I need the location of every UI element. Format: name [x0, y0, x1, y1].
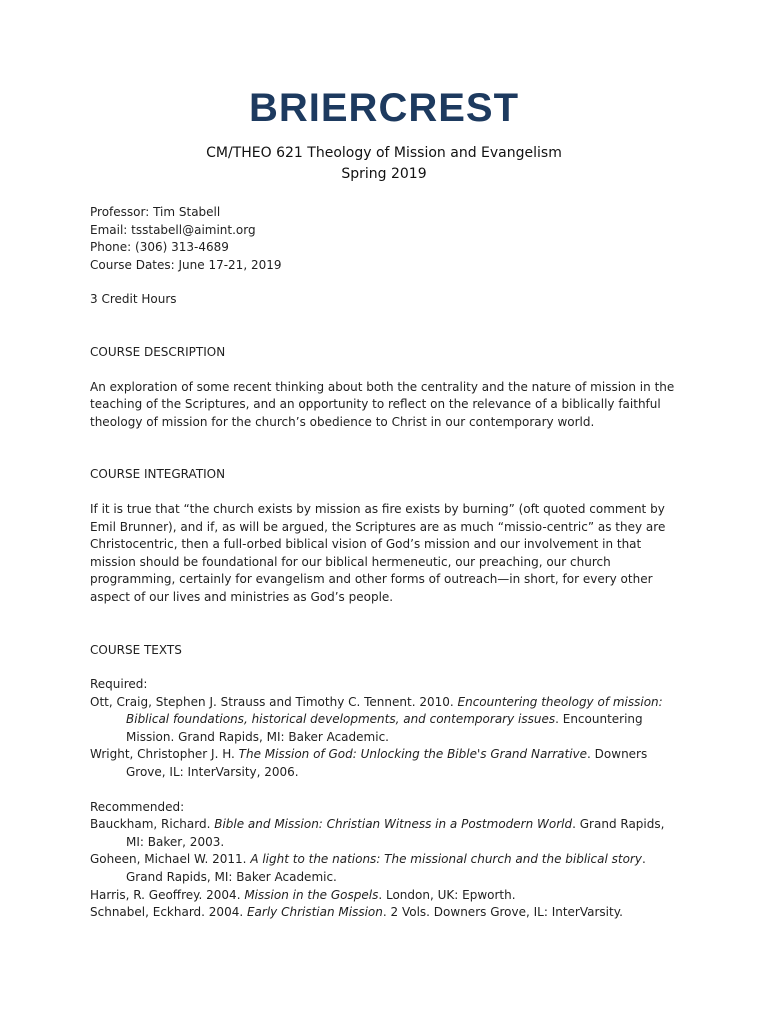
required-reference: Wright, Christopher J. H. The Mission of God: Unlocking the Bible's Grand Narrative. Downers Grove, IL: InterVarsity, 2006.: [90, 747, 648, 780]
course-dates-line: Course Dates: June 17-21, 2019: [90, 257, 282, 272]
recommended-reference: Schnabel, Eckhard. 2004. Early Christian Mission. 2 Vols. Downers Grove, IL: InterVarsity.: [90, 905, 623, 920]
course-term: Spring 2019: [341, 166, 427, 182]
course-description-heading: COURSE DESCRIPTION: [90, 344, 226, 359]
course-integration-heading: COURSE INTEGRATION: [90, 467, 226, 482]
required-label: Required:: [90, 677, 148, 692]
email-line: Email: tsstabell@aimint.org: [90, 222, 256, 237]
recommended-reference: Goheen, Michael W. 2011. A light to the nations: The missional church and the biblical story. Grand Rapids, MI: Baker Academic.: [90, 852, 646, 885]
required-reference: Ott, Craig, Stephen J. Strauss and Timothy C. Tennent. 2010. Encountering theology of mission: Biblical foundations, historical developments, and contemporary issues. Encountering Mission. Grand Rapids, MI: Baker Academic.: [90, 694, 663, 744]
professor-line: Professor: Tim Stabell: [90, 205, 221, 219]
course-integration-text: If it is true that “the church exists by mission as fire exists by burning” (oft quoted comment by Emil Brunner), and if, as will be argued, the Scriptures are as much “missio-centric” as they are Christocentric, then a full-orbed biblical vision of God’s mission and our involvement in that mission should be foundational for our biblical hermeneutic, our preaching, our church programming, certainly for evangelism and other forms of outreach—in short, for every other aspect of our lives and ministries as God’s people.: [90, 501, 666, 604]
recommended-reference: Bauckham, Richard. Bible and Mission: Christian Witness in a Postmodern World. Grand Rapids, MI: Baker, 2003.: [90, 817, 665, 849]
course-description-text: An exploration of some recent thinking about both the centrality and the nature of mission in the teaching of the Scriptures, and an opportunity to reflect on the relevance of a biblically faithful theology of mission for the church’s obedience to Christ in our contemporary world.: [90, 379, 675, 429]
recommended-reference: Harris, R. Geoffrey. 2004. Mission in the Gospels. London, UK: Epworth.: [90, 887, 516, 902]
credit-hours: 3 Credit Hours: [90, 292, 177, 307]
syllabus-body: [90, 204, 680, 922]
course-title: CM/THEO 621 Theology of Mission and Evangelism: [206, 145, 562, 161]
recommended-label: Recommended:: [90, 799, 185, 814]
course-texts-heading: COURSE TEXTS: [90, 642, 182, 657]
phone-line: Phone: (306) 313-4689: [90, 240, 229, 255]
briercrest-logo: BRIERCREST: [248, 86, 520, 130]
